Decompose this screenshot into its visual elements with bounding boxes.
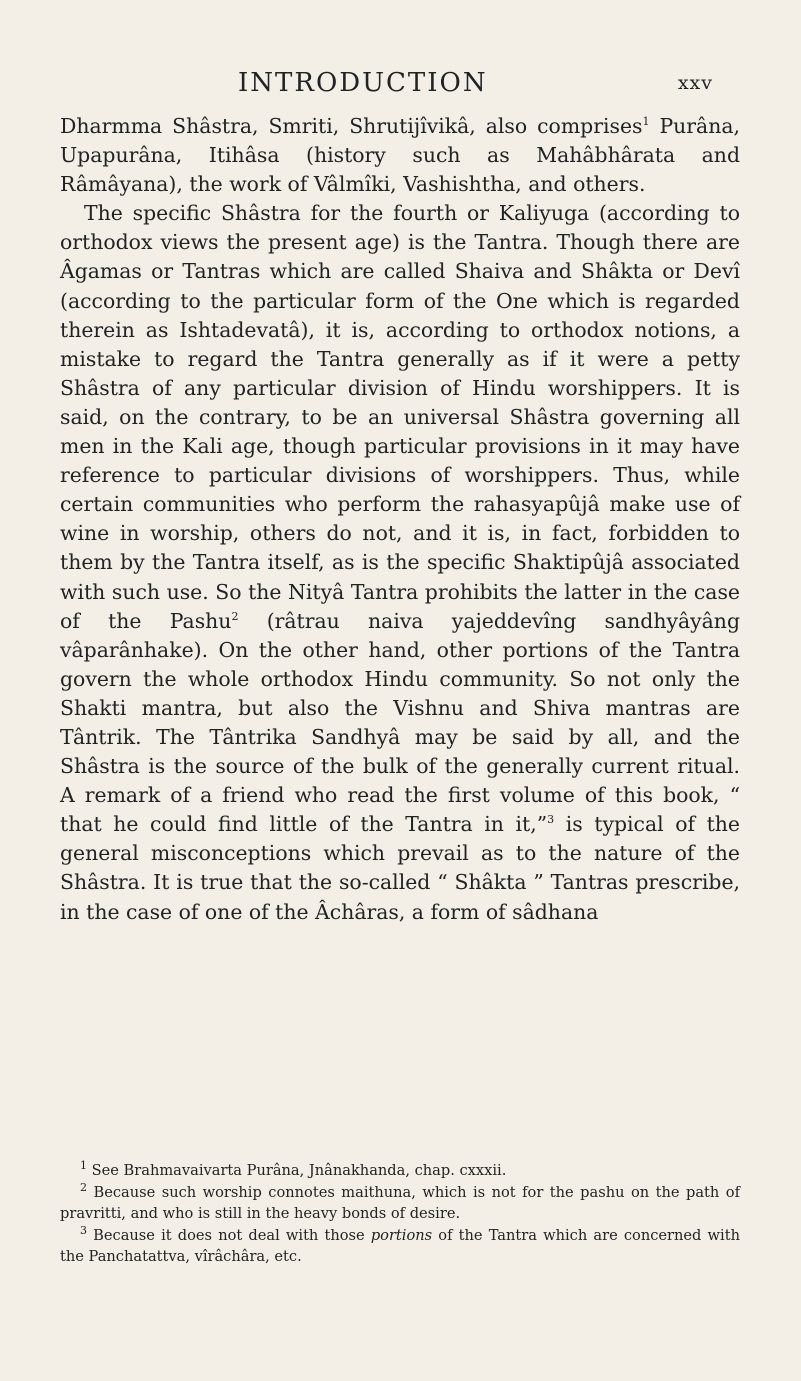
text-segment: Purâna, Upapurâna, Itihâsa (history such as Mahâbhârata and Râmâyana), the work of Vâlmîki, Vashishtha, and others. [60,114,740,197]
body-text [60,112,740,927]
footnote-italic: portions [370,1226,433,1244]
footnote-text: of the Tantra which are concerned with the Panchatattva, vîrâchâra, etc. [60,1226,740,1265]
text-segment: (râtrau naiva yajeddevîng sandhyâyâng vâparânhake). On the other hand, other portions of the Tantra govern the whole orthodox Hindu community. So not only the Shakti mantra, but also the Vishnu and Shiva mantras are Tântrik. The Tântrika Sandhyâ may be said by all, and the Shâstra is the source of the bulk of the generally current ritual. A remark of a friend who read the first volume of this book, “ that he could find little of the Tantra in it,” [60,608,740,837]
footnote [60,1182,740,1225]
text-segment: Dharmma Shâstra, Smriti, Shrutijîvikâ, also comprises [60,114,643,138]
footnotes [60,1160,740,1268]
paragraph [60,112,740,199]
footnote-marker: 2 [80,1180,87,1194]
page-number: xxv [677,72,713,94]
footnote [60,1225,740,1268]
footnote-text: Because such worship connotes maithuna, which is not for the pashu on the path of pravritti, and who is still in the heavy bonds of desire. [60,1183,740,1222]
footnote-marker: 3 [80,1223,87,1237]
text-segment: is typical of the general misconceptions which prevail as to the nature of the Shâstra. It is true that the so-called “ Shâkta ” Tantras prescribe, in the case of one of the Âchâras, a form of sâdhana [60,812,740,924]
footnote-marker: 1 [80,1159,87,1173]
text-segment: The specific Shâstra for the fourth or Kaliyuga (according to orthodox views the present age) is the Tantra. Though there are Âgamas or Tantras which are called Shaiva and Shâkta or Devî (according to the particular form of the One which is regarded therein as Ishtadevatâ), it is, according to orthodox notions, a mistake to regard the Tantra generally as if it were a petty Shâstra of any particular division of Hindu worshippers. It is said, on the contrary, to be an universal Shâstra governing all men in the Kali age, though particular provisions in it may have reference to particular divisions of worshippers. Thus, while certain communities who perform the rahasyapûjâ make use of wine in worship, others do not, and it is, in fact, forbidden to them by the Tantra itself, as is the specific Shaktipûjâ associated with such use. So the Nityâ Tantra prohibits the latter in the case of the Pashu [60,201,740,633]
paragraph [60,199,740,926]
footnote-text: Because it does not deal with those [87,1226,371,1244]
footnote-text: See Brahmavaivarta Purâna, Jnânakhanda, chap. cxxxii. [87,1162,507,1179]
footnote-ref: 2 [231,609,239,623]
running-header [108,62,713,102]
footnote-ref: 3 [547,813,555,827]
footnote-ref: 1 [642,115,650,129]
header-title: INTRODUCTION [238,68,488,98]
footnote [60,1160,740,1182]
